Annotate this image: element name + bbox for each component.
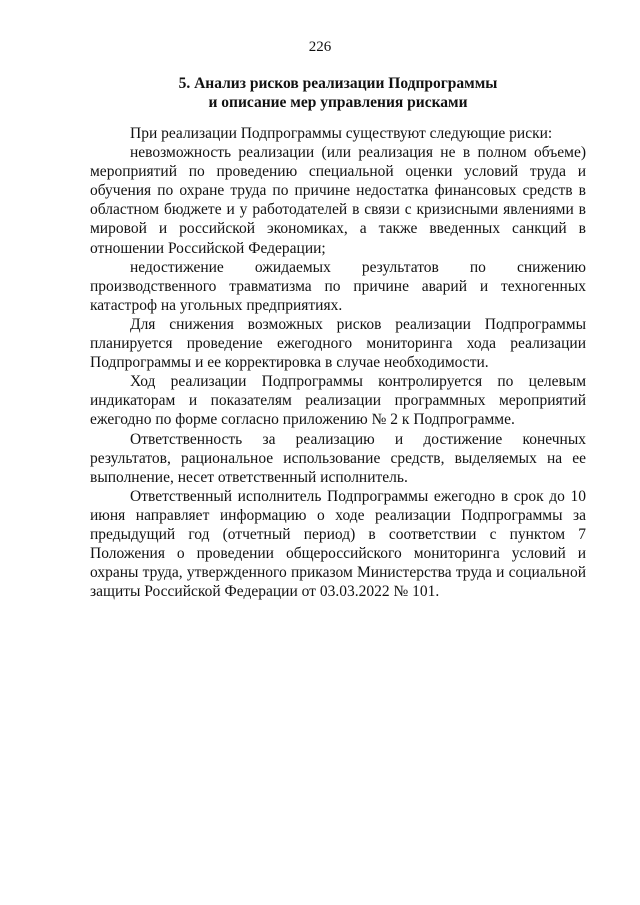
- paragraph-indicators: Ход реализации Подпрограммы контролируется по целевым индикаторам и показателям реализации программных мероприятий ежегодно по форме согласно приложению № 2 к Подпрограмме.: [90, 373, 586, 429]
- paragraph-risk-funding: невозможность реализации (или реализация не в полном объеме) мероприятий по проведению специальной оценки условий труда и обучения по охране труда по причине недостатка финансовых средств в областном бюджете и у работодателей в связи с кризисными явлениями в мировой и российской экономиках, а также введенных санкций в отношении Российской Федерации;: [90, 144, 586, 257]
- paragraph-intro: При реализации Подпрограммы существуют следующие риски:: [130, 125, 553, 142]
- section-heading: [90, 74, 586, 112]
- paragraph-monitoring: Для снижения возможных рисков реализации Подпрограммы планируется проведение ежегодного мониторинга хода реализации Подпрограммы и ее корректировка в случае необходимости.: [90, 315, 586, 372]
- section-heading-line-1: 5. Анализ рисков реализации Подпрограммы: [178, 75, 498, 92]
- paragraph-risk-accidents: недостижение ожидаемых результатов по снижению производственного травматизма по причине аварий и техногенных катастроф на угольных предприятиях.: [90, 258, 586, 314]
- section-heading-line-2: и описание мер управления рисками: [208, 94, 468, 111]
- document-body: [90, 124, 586, 601]
- paragraph-reporting: Ответственный исполнитель Подпрограммы ежегодно в срок до 10 июня направляет информацию о ходе реализации Подпрограммы за предыдущий год (отчетный период) в соответствии с пунктом 7 Положения о проведении общероссийского мониторинга условий и охраны труда, утвержденного приказом Министерства труда и социальной защиты Российской Федерации от 03.03.2022 № 101.: [90, 487, 586, 601]
- paragraph-responsibility: Ответственность за реализацию и достижение конечных результатов, рациональное использование средств, выделяемых на ее выполнение, несет ответственный исполнитель.: [90, 430, 586, 486]
- page-number: 226: [308, 39, 332, 55]
